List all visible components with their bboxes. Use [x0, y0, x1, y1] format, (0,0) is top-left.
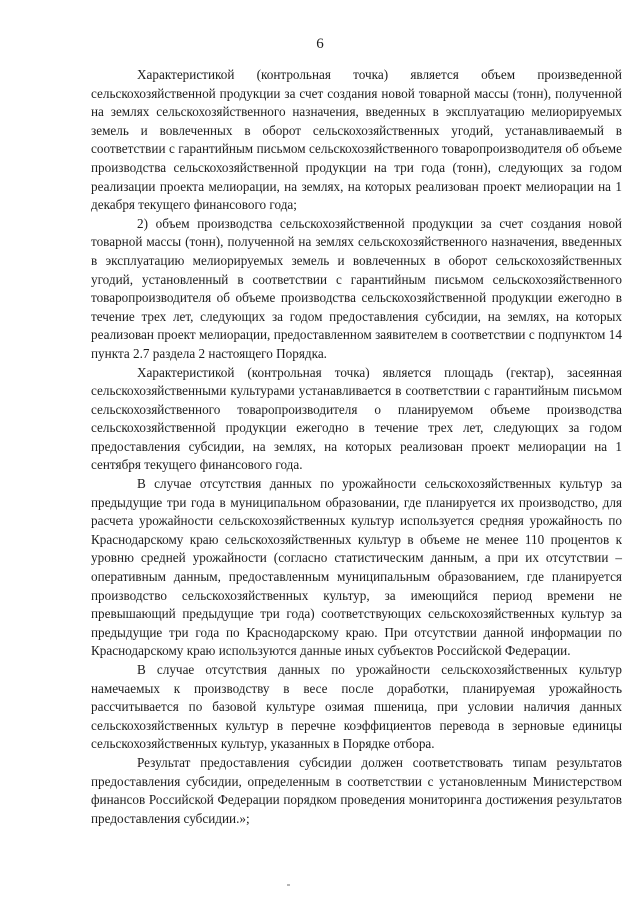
paragraph-yield-data-absence: В случае отсутствия данных по урожайности сельскохозяйственных культур за предыдущие три года в муниципальном образовании, где планируется их производство, для расчета урожайности сельскохозяйственных культур используется средняя урожайность по Краснодарскому краю сельскохозяйственных культур в объеме не менее 110 процентов к уровню средней урожайности (согласно статистическим данным, а при их отсутствии – оперативным данным, предоставленным муниципальным образованием, где планируется производство сельскохозяйственных культур, за имеющийся период времени не превышающий предыдущие три года) соответствующих сельскохозяйственных культур за предыдущие три года по Краснодарскому краю. При отсутствии данной информации по Краснодарскому краю используются данные иных субъектов Российской Федерации.: [91, 476, 622, 659]
paragraph-control-point-area: Характеристикой (контрольная точка) является площадь (гектар), засеянная сельскохозяйственными культурами устанавливается в соответствии с гарантийным письмом сельскохозяйственного товаропроизводителя о планируемом объеме производства сельскохозяйственной продукции ежегодно в течение трех лет, следующих за годом предоставления субсидии, на землях, на которых реализован проект мелиорации на 1 сентября текущего финансового года.: [91, 364, 622, 473]
paragraph-item-2-production-volume: 2) объем производства сельскохозяйственной продукции за счет создания новой товарной массы (тонн), полученной на землях сельскохозяйственного назначения, введенных в эксплуатацию мелиорируемых земель и вовлеченных в оборот сельскохозяйственных угодий, установленный в соответствии с гарантийным письмом сельскохозяйственного товаропроизводителя об объеме производства сельскохозяйственной продукции ежегодно в течение трех лет, следующих за годом предоставления субсидии, на землях, на которых реализован проект мелиорации, предоставленном заявителем в соответствии с подпунктом 14 пункта 2.7 раздела 2 настоящего Порядка.: [91, 215, 622, 361]
scan-speck: [287, 884, 290, 886]
paragraph-result-types: Результат предоставления субсидии должен соответствовать типам результатов предоставления субсидии, определенным в соответствии с установленным Министерством финансов Российской Федерации порядком проведения мониторинга достижения результатов предоставления субсидии.»;: [91, 754, 622, 826]
page-number: 6: [316, 36, 324, 52]
document-body: [91, 66, 622, 828]
paragraph-control-point-volume: Характеристикой (контрольная точка) является объем произведенной сельскохозяйственной продукции за счет создания новой товарной массы (тонн), полученной на землях сельскохозяйственного назначения, введенных в эксплуатацию мелиорируемых земель и вовлеченных в оборот сельскохозяйственных угодий, устанавливаемый в соответствии с гарантийным письмом сельскохозяйственного товаропроизводителя об объеме производства сельскохозяйственной продукции на три года (тонн), следующих за годом реализации проекта мелиорации, на землях, на которых реализован проект мелиорации на 1 декабря текущего финансового года;: [91, 67, 622, 213]
paragraph-base-crop-calculation: В случае отсутствия данных по урожайности сельскохозяйственных культур намечаемых к производству в весе после доработки, планируемая урожайность рассчитывается по базовой культуре озимая пшеница, при условии наличия данных сельскохозяйственных культур в перечне коэффициентов перевода в зерновые единицы сельскохозяйственных культур, указанных в Порядке отбора.: [91, 662, 622, 752]
